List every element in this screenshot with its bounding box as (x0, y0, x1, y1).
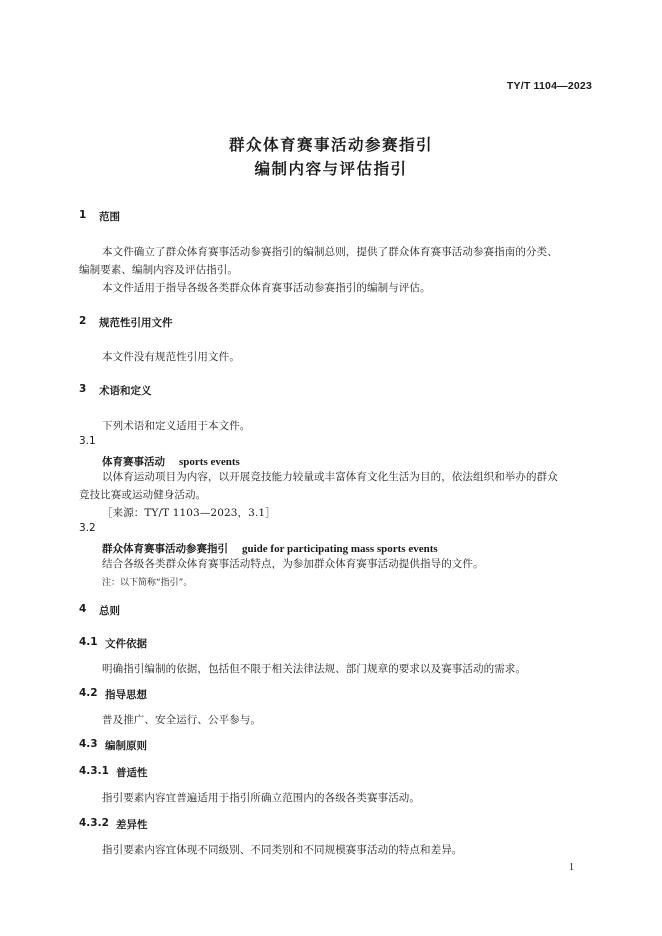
section-4-3-1-heading: 普适性 (116, 767, 148, 779)
section-4-3-number: 4.3 (79, 738, 98, 750)
section-2-number: 2 (79, 315, 87, 327)
term-3-1-number: 3.1 (79, 435, 96, 447)
section-4-number: 4 (79, 603, 87, 615)
document-code: TY/T 1104—2023 (506, 80, 592, 92)
section-2-heading: 规范性引用文件 (99, 317, 173, 329)
section-4-1-paragraph: 明确指引编制的依据，包括但不限于相关法律法规、部门规章的要求以及赛事活动的需求。 (102, 663, 526, 675)
title-line-1: 群众体育赛事活动参赛指引 (228, 136, 433, 154)
section-3-intro: 下列术语和定义适用于本文件。 (102, 420, 251, 432)
section-1-heading: 范围 (99, 211, 120, 223)
section-4-2-heading: 指导思想 (105, 689, 147, 701)
section-2-paragraph: 本文件没有规范性引用文件。 (102, 351, 240, 363)
section-1-paragraph-2: 本文件适用于指导各级各类群众体育赛事活动参赛指引的编制与评估。 (102, 282, 431, 294)
section-4-3-heading: 编制原则 (105, 740, 147, 752)
section-3-number: 3 (79, 383, 87, 395)
term-3-1-definition-a: 以体育运动项目为内容，以开展竞技能力较量或丰富体育文化生活为目的，依法组织和举办的群众 (102, 471, 558, 483)
section-1-paragraph-1a: 本文件确立了群众体育赛事活动参赛指引的编制总则，提供了群众体育赛事活动参赛指南的分类、 (102, 246, 558, 258)
section-4-3-2-paragraph: 指引要素内容宜体现不同级别、不同类别和不同规模赛事活动的特点和差异。 (102, 844, 463, 856)
term-3-2-number: 3.2 (79, 522, 96, 534)
section-4-2-number: 4.2 (79, 687, 98, 699)
term-3-2-definition: 结合各级各类群众体育赛事活动特点，为参加群众体育赛事活动提供指导的文件。 (102, 558, 484, 570)
term-3-1-source: ［来源：TY/T 1103—2023，3.1］ (102, 507, 276, 519)
section-4-1-number: 4.1 (79, 636, 98, 648)
term-3-1-definition-b: 竞技比赛或运动健身活动。 (79, 489, 207, 501)
term-3-2-english: guide for participating mass sports events (242, 543, 438, 555)
term-3-1-entry (102, 452, 240, 470)
term-3-1-english: sports events (179, 456, 240, 468)
section-3-heading: 术语和定义 (99, 385, 152, 397)
section-1-number: 1 (79, 209, 87, 221)
section-4-1-heading: 文件依据 (105, 638, 147, 650)
section-1-paragraph-1b: 编制要素、编制内容及评估指引。 (79, 264, 238, 276)
section-4-3-2-number: 4.3.2 (79, 817, 109, 829)
section-4-3-1-number: 4.3.1 (79, 765, 109, 777)
title-line-2: 编制内容与评估指引 (254, 160, 408, 178)
section-4-3-2-heading: 差异性 (116, 819, 148, 831)
term-3-2-entry (102, 539, 438, 557)
section-4-heading: 总则 (99, 605, 120, 617)
page-number: 1 (569, 862, 574, 873)
term-3-2-note: 注：以下简称“指引”。 (102, 578, 193, 588)
section-4-3-1-paragraph: 指引要素内容宜普遍适用于指引所确立范围内的各级各类赛事活动。 (102, 792, 420, 804)
section-4-2-paragraph: 普及推广、安全运行、公平参与。 (102, 714, 261, 726)
term-3-1-chinese: 体育赛事活动 (102, 456, 165, 468)
term-3-2-chinese: 群众体育赛事活动参赛指引 (102, 543, 228, 555)
